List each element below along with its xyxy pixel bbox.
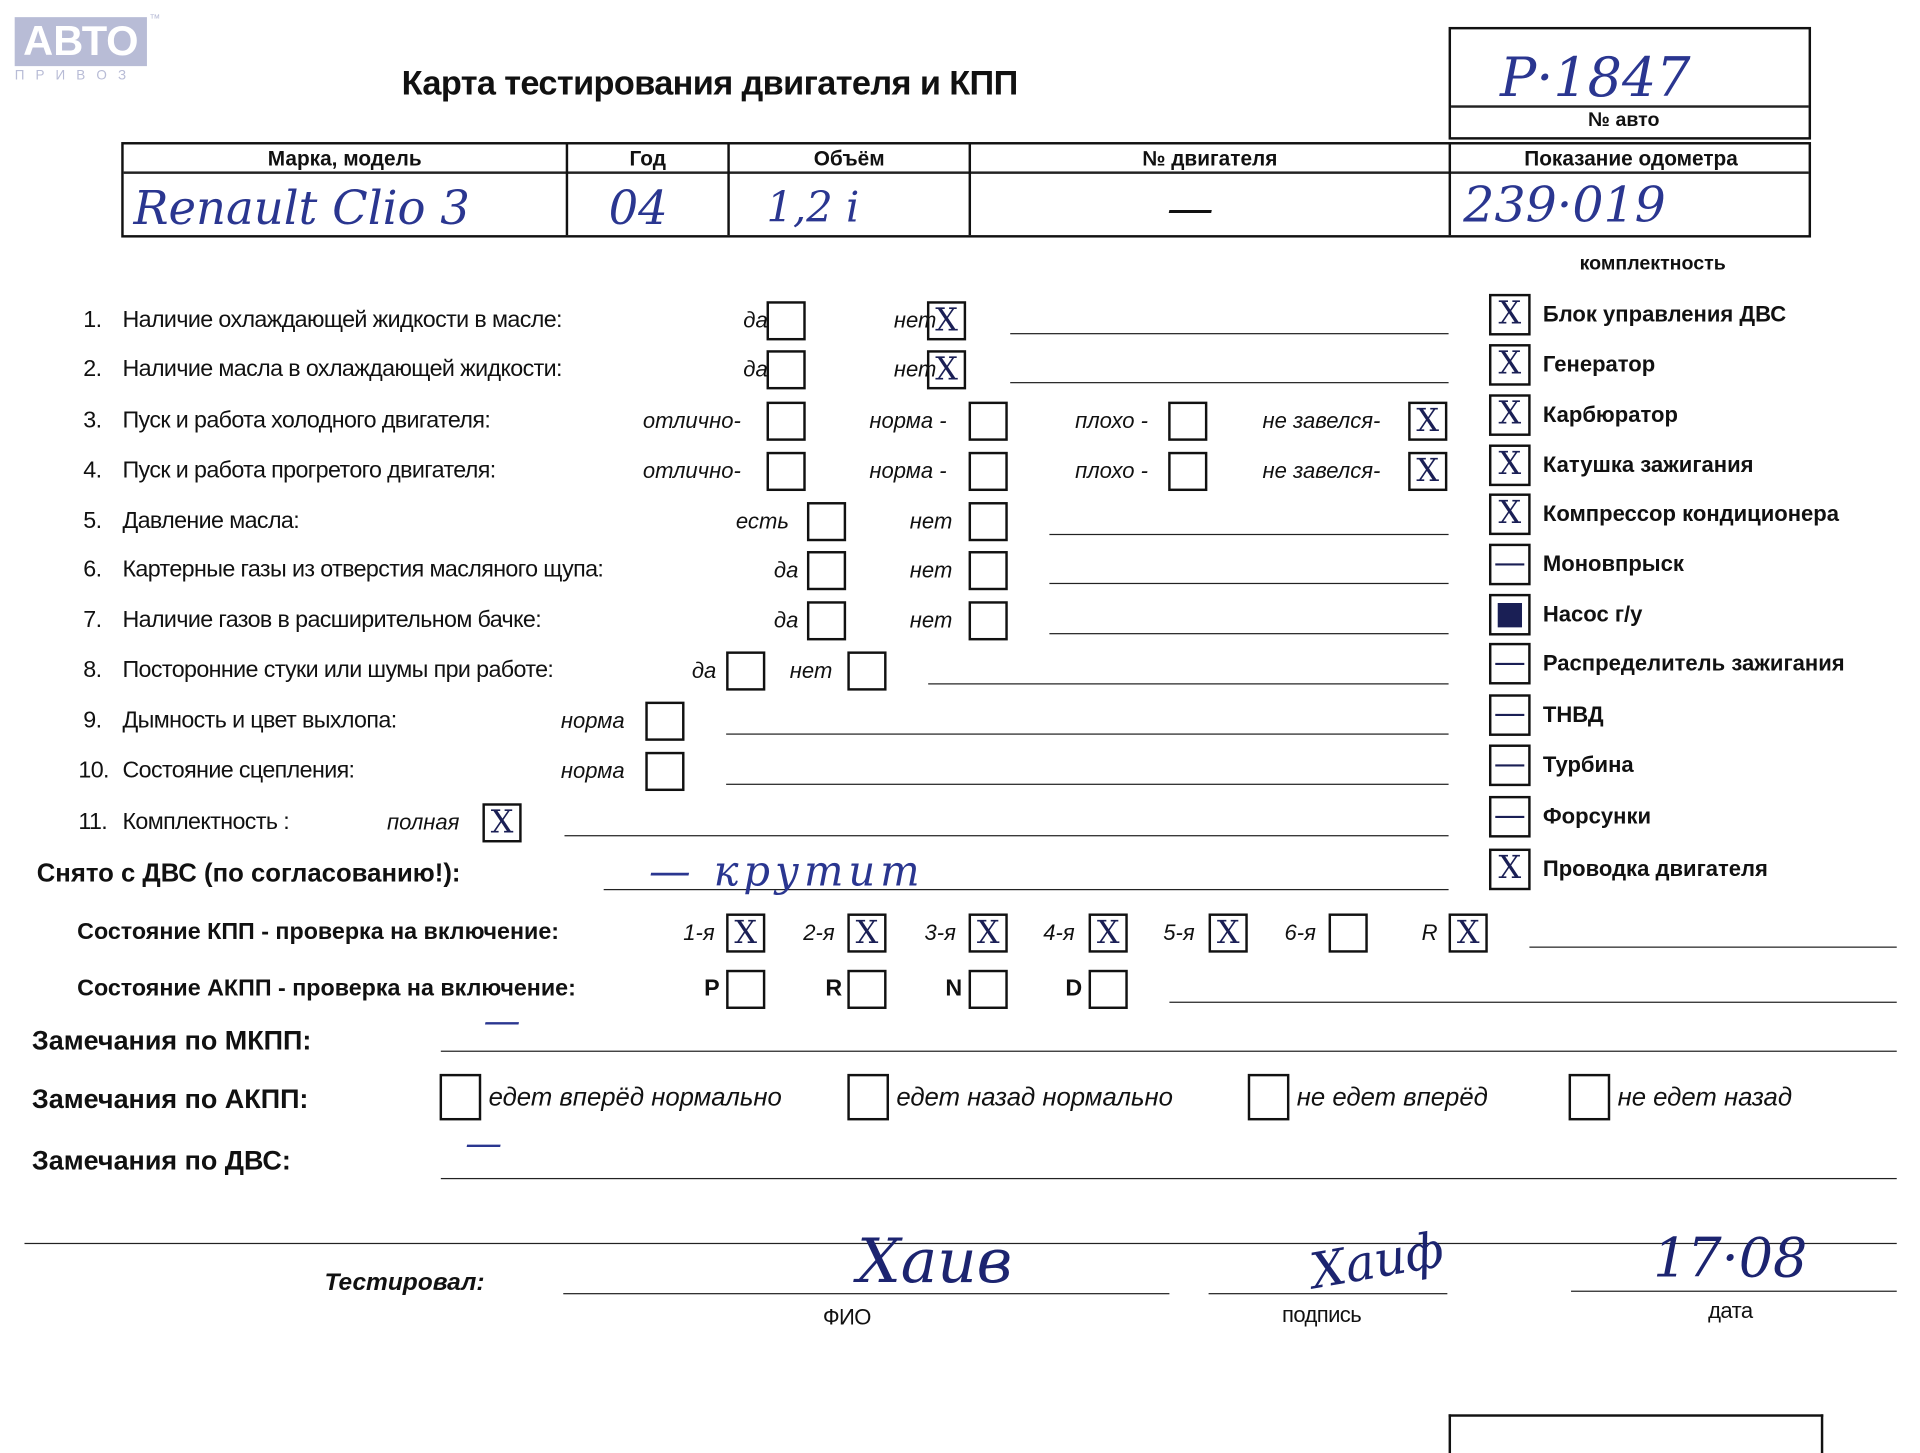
option-label: да <box>743 356 768 382</box>
completeness-checkbox[interactable]: — <box>1489 643 1531 685</box>
header-col-year: Год <box>629 146 666 171</box>
akpp-mode-label: D <box>1065 975 1082 1002</box>
completeness-title: комплектность <box>1579 253 1726 275</box>
answer-line <box>1049 633 1448 634</box>
gear-checkbox[interactable]: X <box>726 913 765 952</box>
akpp-label: Состояние АКПП - проверка на включение: <box>77 975 576 1002</box>
option-label: норма - <box>869 458 947 484</box>
completeness-checkbox[interactable]: X <box>1489 849 1531 891</box>
completeness-label: Компрессор кондиционера <box>1542 501 1840 526</box>
header-col-odometer: Показание одометра <box>1524 146 1738 171</box>
gear-checkbox[interactable]: X <box>1089 913 1128 952</box>
option-checkbox[interactable] <box>1168 402 1207 441</box>
option-label: норма <box>560 758 625 784</box>
completeness-label: Карбюратор <box>1542 402 1678 427</box>
kpp-label: Состояние КПП - проверка на включение: <box>77 919 560 946</box>
option-checkbox[interactable] <box>767 402 806 441</box>
akpp-remark-label: не едет назад <box>1617 1083 1793 1112</box>
gear-checkbox[interactable]: X <box>969 913 1008 952</box>
option-label: нет <box>893 307 937 333</box>
option-checkbox[interactable]: X <box>1408 402 1447 441</box>
remarks-akpp-label: Замечания по АКПП: <box>31 1083 309 1115</box>
akpp-remark-label: едет вперёд нормально <box>488 1083 782 1112</box>
option-checkbox[interactable]: X <box>1408 452 1447 491</box>
option-label: нет <box>893 356 937 382</box>
option-label: норма - <box>869 408 947 433</box>
question-text: Состояние сцепления: <box>122 757 355 784</box>
header-col-volume: Объём <box>813 146 885 171</box>
option-checkbox[interactable] <box>767 350 806 389</box>
car-number-value: Р·1847 <box>1500 47 1691 110</box>
option-checkbox[interactable] <box>969 551 1008 590</box>
logo <box>14 12 161 84</box>
completeness-label: Блок управления ДВС <box>1542 301 1787 327</box>
completeness-checkbox[interactable]: X <box>1489 444 1531 486</box>
answer-line <box>1010 333 1448 334</box>
completeness-label: Форсунки <box>1542 803 1652 829</box>
completeness-checkbox[interactable]: — <box>1489 744 1531 786</box>
akpp-remark-label: не едет вперёд <box>1296 1083 1488 1112</box>
logo-main: АВТО <box>15 17 147 66</box>
completeness-checkbox[interactable]: X <box>1489 394 1531 436</box>
gear-label: 5-я <box>1163 920 1195 945</box>
header-table <box>121 142 1811 238</box>
akpp-mode-checkbox[interactable] <box>969 970 1008 1009</box>
question-number: 9. <box>83 707 102 734</box>
option-checkbox[interactable]: X <box>482 803 521 842</box>
gear-label: 1-я <box>683 920 715 945</box>
header-col-engine-no: № двигателя <box>1142 146 1278 171</box>
option-label: нет <box>789 658 833 683</box>
question-number: 2. <box>83 356 102 383</box>
akpp-mode-label: P <box>704 975 720 1002</box>
completeness-checkbox[interactable]: — <box>1489 694 1531 736</box>
question-number: 4. <box>83 457 102 484</box>
akpp-remark-checkbox[interactable] <box>1569 1074 1611 1121</box>
tested-name-label: ФИО <box>822 1304 871 1330</box>
remarks-mkpp-value[interactable]: — <box>483 999 521 1043</box>
answer-line <box>726 733 1448 734</box>
value-year: 04 <box>608 181 668 236</box>
tested-label: Тестировал: <box>324 1269 485 1297</box>
completeness-label: Генератор <box>1542 352 1656 377</box>
option-checkbox[interactable] <box>767 301 806 340</box>
akpp-mode-label: R <box>825 975 842 1002</box>
option-label: да <box>773 557 799 583</box>
akpp-mode-checkbox[interactable] <box>1089 970 1128 1009</box>
akpp-remark-checkbox[interactable] <box>1248 1074 1290 1121</box>
akpp-mode-checkbox[interactable] <box>847 970 886 1009</box>
answer-line <box>726 784 1448 785</box>
option-checkbox[interactable] <box>807 502 846 541</box>
answer-line <box>1049 583 1448 584</box>
option-label: плохо - <box>1075 458 1148 484</box>
option-label: норма <box>560 708 625 733</box>
akpp-mode-label: N <box>945 975 962 1002</box>
value-odometer: 239·019 <box>1463 177 1666 234</box>
question-number: 10. <box>78 757 109 784</box>
option-checkbox[interactable] <box>645 752 684 791</box>
value-engine-no: — <box>1166 181 1214 236</box>
value-volume: 1,2 i <box>766 183 860 233</box>
gear-checkbox[interactable]: X <box>1209 913 1248 952</box>
completeness-label: ТНВД <box>1542 702 1604 727</box>
answer-line <box>1049 534 1448 535</box>
answer-line <box>564 835 1448 836</box>
option-checkbox[interactable] <box>726 651 765 690</box>
option-label: не завелся- <box>1262 458 1381 484</box>
question-number: 3. <box>83 407 102 434</box>
option-label: плохо - <box>1075 408 1148 433</box>
question-text: Давление масла: <box>122 508 300 534</box>
question-text: Наличие охлаждающей жидкости в масле: <box>122 307 562 334</box>
option-checkbox[interactable] <box>969 502 1008 541</box>
option-label: да <box>743 307 768 333</box>
option-label: отлично- <box>642 458 741 484</box>
gear-checkbox[interactable]: X <box>847 913 886 952</box>
question-text: Наличие масла в охлаждающей жидкости: <box>122 356 562 383</box>
option-label: да <box>773 607 799 633</box>
option-checkbox[interactable] <box>1168 452 1207 491</box>
option-checkbox[interactable] <box>807 601 846 640</box>
question-text: Пуск и работа прогретого двигателя: <box>122 457 496 484</box>
gear-label: 3-я <box>924 920 956 945</box>
tested-date-label: дата <box>1708 1298 1753 1324</box>
completeness-label: Катушка зажигания <box>1542 452 1754 477</box>
completeness-checkbox[interactable]: — <box>1489 796 1531 838</box>
gear-label: 6-я <box>1284 920 1316 945</box>
question-number: 11. <box>78 809 108 836</box>
header-col-model: Марка, модель <box>267 146 422 171</box>
remarks-mkpp-label: Замечания по МКПП: <box>31 1024 312 1056</box>
option-label: нет <box>909 607 953 633</box>
option-label: нет <box>909 508 953 534</box>
completeness-label: Проводка двигателя <box>1542 856 1768 882</box>
option-checkbox[interactable] <box>645 702 684 741</box>
completeness-checkbox[interactable]: ■ <box>1489 594 1531 636</box>
option-checkbox[interactable] <box>767 452 806 491</box>
option-label: отлично- <box>642 408 741 433</box>
car-number-box <box>1449 27 1811 140</box>
question-text: Комплектность : <box>122 809 290 836</box>
akpp-remark-label: едет назад нормально <box>896 1083 1173 1112</box>
logo-tm: ™ <box>149 12 161 25</box>
gear-checkbox[interactable] <box>1329 913 1368 952</box>
question-number: 6. <box>83 557 102 583</box>
question-text: Картерные газы из отверстия масляного щупа: <box>122 557 604 583</box>
option-label: да <box>691 658 717 683</box>
completeness-checkbox[interactable]: X <box>1489 344 1531 386</box>
car-number-label: № авто <box>1588 110 1660 132</box>
answer-line <box>1010 382 1448 383</box>
removed-value[interactable]: — крутит <box>648 847 925 897</box>
gear-label: 2-я <box>803 920 835 945</box>
completeness-checkbox[interactable]: X <box>1489 294 1531 336</box>
remarks-dvs-label: Замечания по ДВС: <box>31 1144 291 1176</box>
akpp-mode-checkbox[interactable] <box>726 970 765 1009</box>
question-text: Пуск и работа холодного двигателя: <box>122 407 491 434</box>
tested-signature-label: подпись <box>1282 1302 1362 1327</box>
completeness-label: Насос г/у <box>1542 601 1643 627</box>
tested-date[interactable]: 17·08 <box>1653 1227 1808 1291</box>
question-text: Дымность и цвет выхлопа: <box>122 707 397 734</box>
tested-name[interactable]: Хаив <box>857 1225 1013 1297</box>
logo-sub: П Р И В О З <box>14 68 130 84</box>
option-label: есть <box>735 508 789 534</box>
completeness-label: Распределитель зажигания <box>1542 650 1845 676</box>
question-number: 8. <box>83 657 102 684</box>
page-title: Карта тестирования двигателя и КПП <box>401 63 1018 102</box>
akpp-remark-checkbox[interactable] <box>440 1074 482 1121</box>
completeness-label: Турбина <box>1542 752 1634 777</box>
option-label: полная <box>386 810 460 835</box>
question-text: Посторонние стуки или шумы при работе: <box>122 657 554 684</box>
option-checkbox[interactable]: X <box>927 350 966 389</box>
option-checkbox[interactable] <box>969 601 1008 640</box>
option-checkbox[interactable] <box>847 651 886 690</box>
gear-checkbox[interactable]: X <box>1449 913 1488 952</box>
akpp-remark-checkbox[interactable] <box>847 1074 889 1121</box>
bottom-box <box>1449 1414 1824 1453</box>
value-model: Renault Clio 3 <box>133 181 470 236</box>
answer-line <box>928 683 1448 684</box>
question-number: 5. <box>83 508 102 534</box>
question-number: 7. <box>83 607 102 634</box>
option-label: нет <box>909 557 953 583</box>
removed-label: Снято с ДВС (по согласованию!): <box>36 859 461 888</box>
gear-label: 4-я <box>1043 920 1075 945</box>
completeness-label: Моновпрыск <box>1542 551 1684 577</box>
option-checkbox[interactable] <box>969 402 1008 441</box>
option-label: не завелся- <box>1262 408 1381 433</box>
completeness-checkbox[interactable]: — <box>1489 544 1531 586</box>
tested-signature: Хаиф <box>1306 1221 1449 1301</box>
question-text: Наличие газов в расширительном бачке: <box>122 607 542 634</box>
question-number: 1. <box>83 307 102 334</box>
remarks-dvs-value[interactable]: — <box>465 1122 503 1166</box>
completeness-checkbox[interactable]: X <box>1489 493 1531 535</box>
option-checkbox[interactable] <box>807 551 846 590</box>
option-checkbox[interactable] <box>969 452 1008 491</box>
option-checkbox[interactable]: X <box>927 301 966 340</box>
gear-label: R <box>1421 920 1438 945</box>
